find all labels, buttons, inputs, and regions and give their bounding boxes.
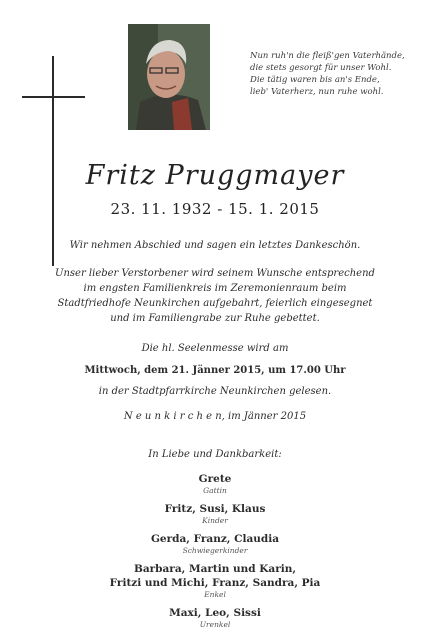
family-role: Urenkel bbox=[199, 620, 231, 629]
closing-line: In Liebe und Dankbarkeit: bbox=[148, 449, 282, 460]
announcement-line: Stadtfriedhofe Neunkirchen aufgebahrt, feierlich eingesegnet bbox=[57, 298, 373, 309]
place-date bbox=[0, 409, 430, 424]
family-group-children bbox=[0, 502, 430, 526]
mass-intro-line: Die hl. Seelenmesse wird am bbox=[141, 343, 289, 354]
mass-datetime-line: Mittwoch, dem 21. Jänner 2015, um 17.00 Uhr bbox=[84, 365, 346, 376]
farewell-line: Wir nehmen Abschied und sagen ein letztes Dankeschön. bbox=[69, 240, 361, 251]
family-group-grandchildren bbox=[0, 562, 430, 600]
cross-horizontal-bar bbox=[22, 96, 85, 98]
poem-line: lieb' Vaterherz, nun ruhe wohl. bbox=[250, 87, 384, 97]
mass-intro bbox=[0, 341, 430, 356]
family-group-children-in-law bbox=[0, 532, 430, 556]
announcement-line: und im Familiengrabe zur Ruhe gebettet. bbox=[110, 313, 320, 324]
announcement-line: im engsten Familienkreis im Zeremonienraum beim bbox=[83, 283, 347, 294]
closing-text bbox=[0, 447, 430, 462]
family-names: Grete bbox=[198, 473, 232, 485]
announcement-line: Unser lieber Verstorbener wird seinem Wunsche entsprechend bbox=[55, 268, 375, 279]
portrait-photo bbox=[128, 24, 210, 130]
family-names: Fritz, Susi, Klaus bbox=[164, 503, 266, 515]
poem-line: die stets gesorgt für unser Wohl. bbox=[250, 63, 392, 73]
family-names: Maxi, Leo, Sissi bbox=[169, 607, 261, 619]
mass-location-line: in der Stadtpfarrkirche Neunkirchen gelesen. bbox=[98, 386, 332, 397]
deceased-name: Fritz Pruggmayer bbox=[85, 160, 345, 191]
family-role: Gattin bbox=[203, 486, 227, 495]
family-role: Schwiegerkinder bbox=[182, 546, 248, 555]
family-group-spouse bbox=[0, 472, 430, 496]
family-names: Gerda, Franz, Claudia bbox=[150, 533, 280, 545]
family-names: Barbara, Martin und Karin, bbox=[133, 563, 297, 575]
announcement-text bbox=[0, 266, 430, 326]
family-names: Fritzi und Michi, Franz, Sandra, Pia bbox=[109, 577, 321, 589]
place-date-line: N e u n k i r c h e n, im Jänner 2015 bbox=[123, 411, 307, 422]
mass-location bbox=[0, 384, 430, 399]
farewell-text bbox=[0, 238, 430, 253]
family-group-great-grandchildren bbox=[0, 606, 430, 630]
mass-datetime bbox=[0, 363, 430, 378]
poem-line: Nun ruh'n die fleiß'gen Vaterhände, bbox=[250, 51, 405, 61]
poem-line: Die tätig waren bis an's Ende, bbox=[250, 75, 380, 85]
family-role: Enkel bbox=[204, 590, 226, 599]
family-role: Kinder bbox=[202, 516, 228, 525]
life-dates: 23. 11. 1932 - 15. 1. 2015 bbox=[110, 200, 320, 218]
poem bbox=[250, 50, 425, 98]
